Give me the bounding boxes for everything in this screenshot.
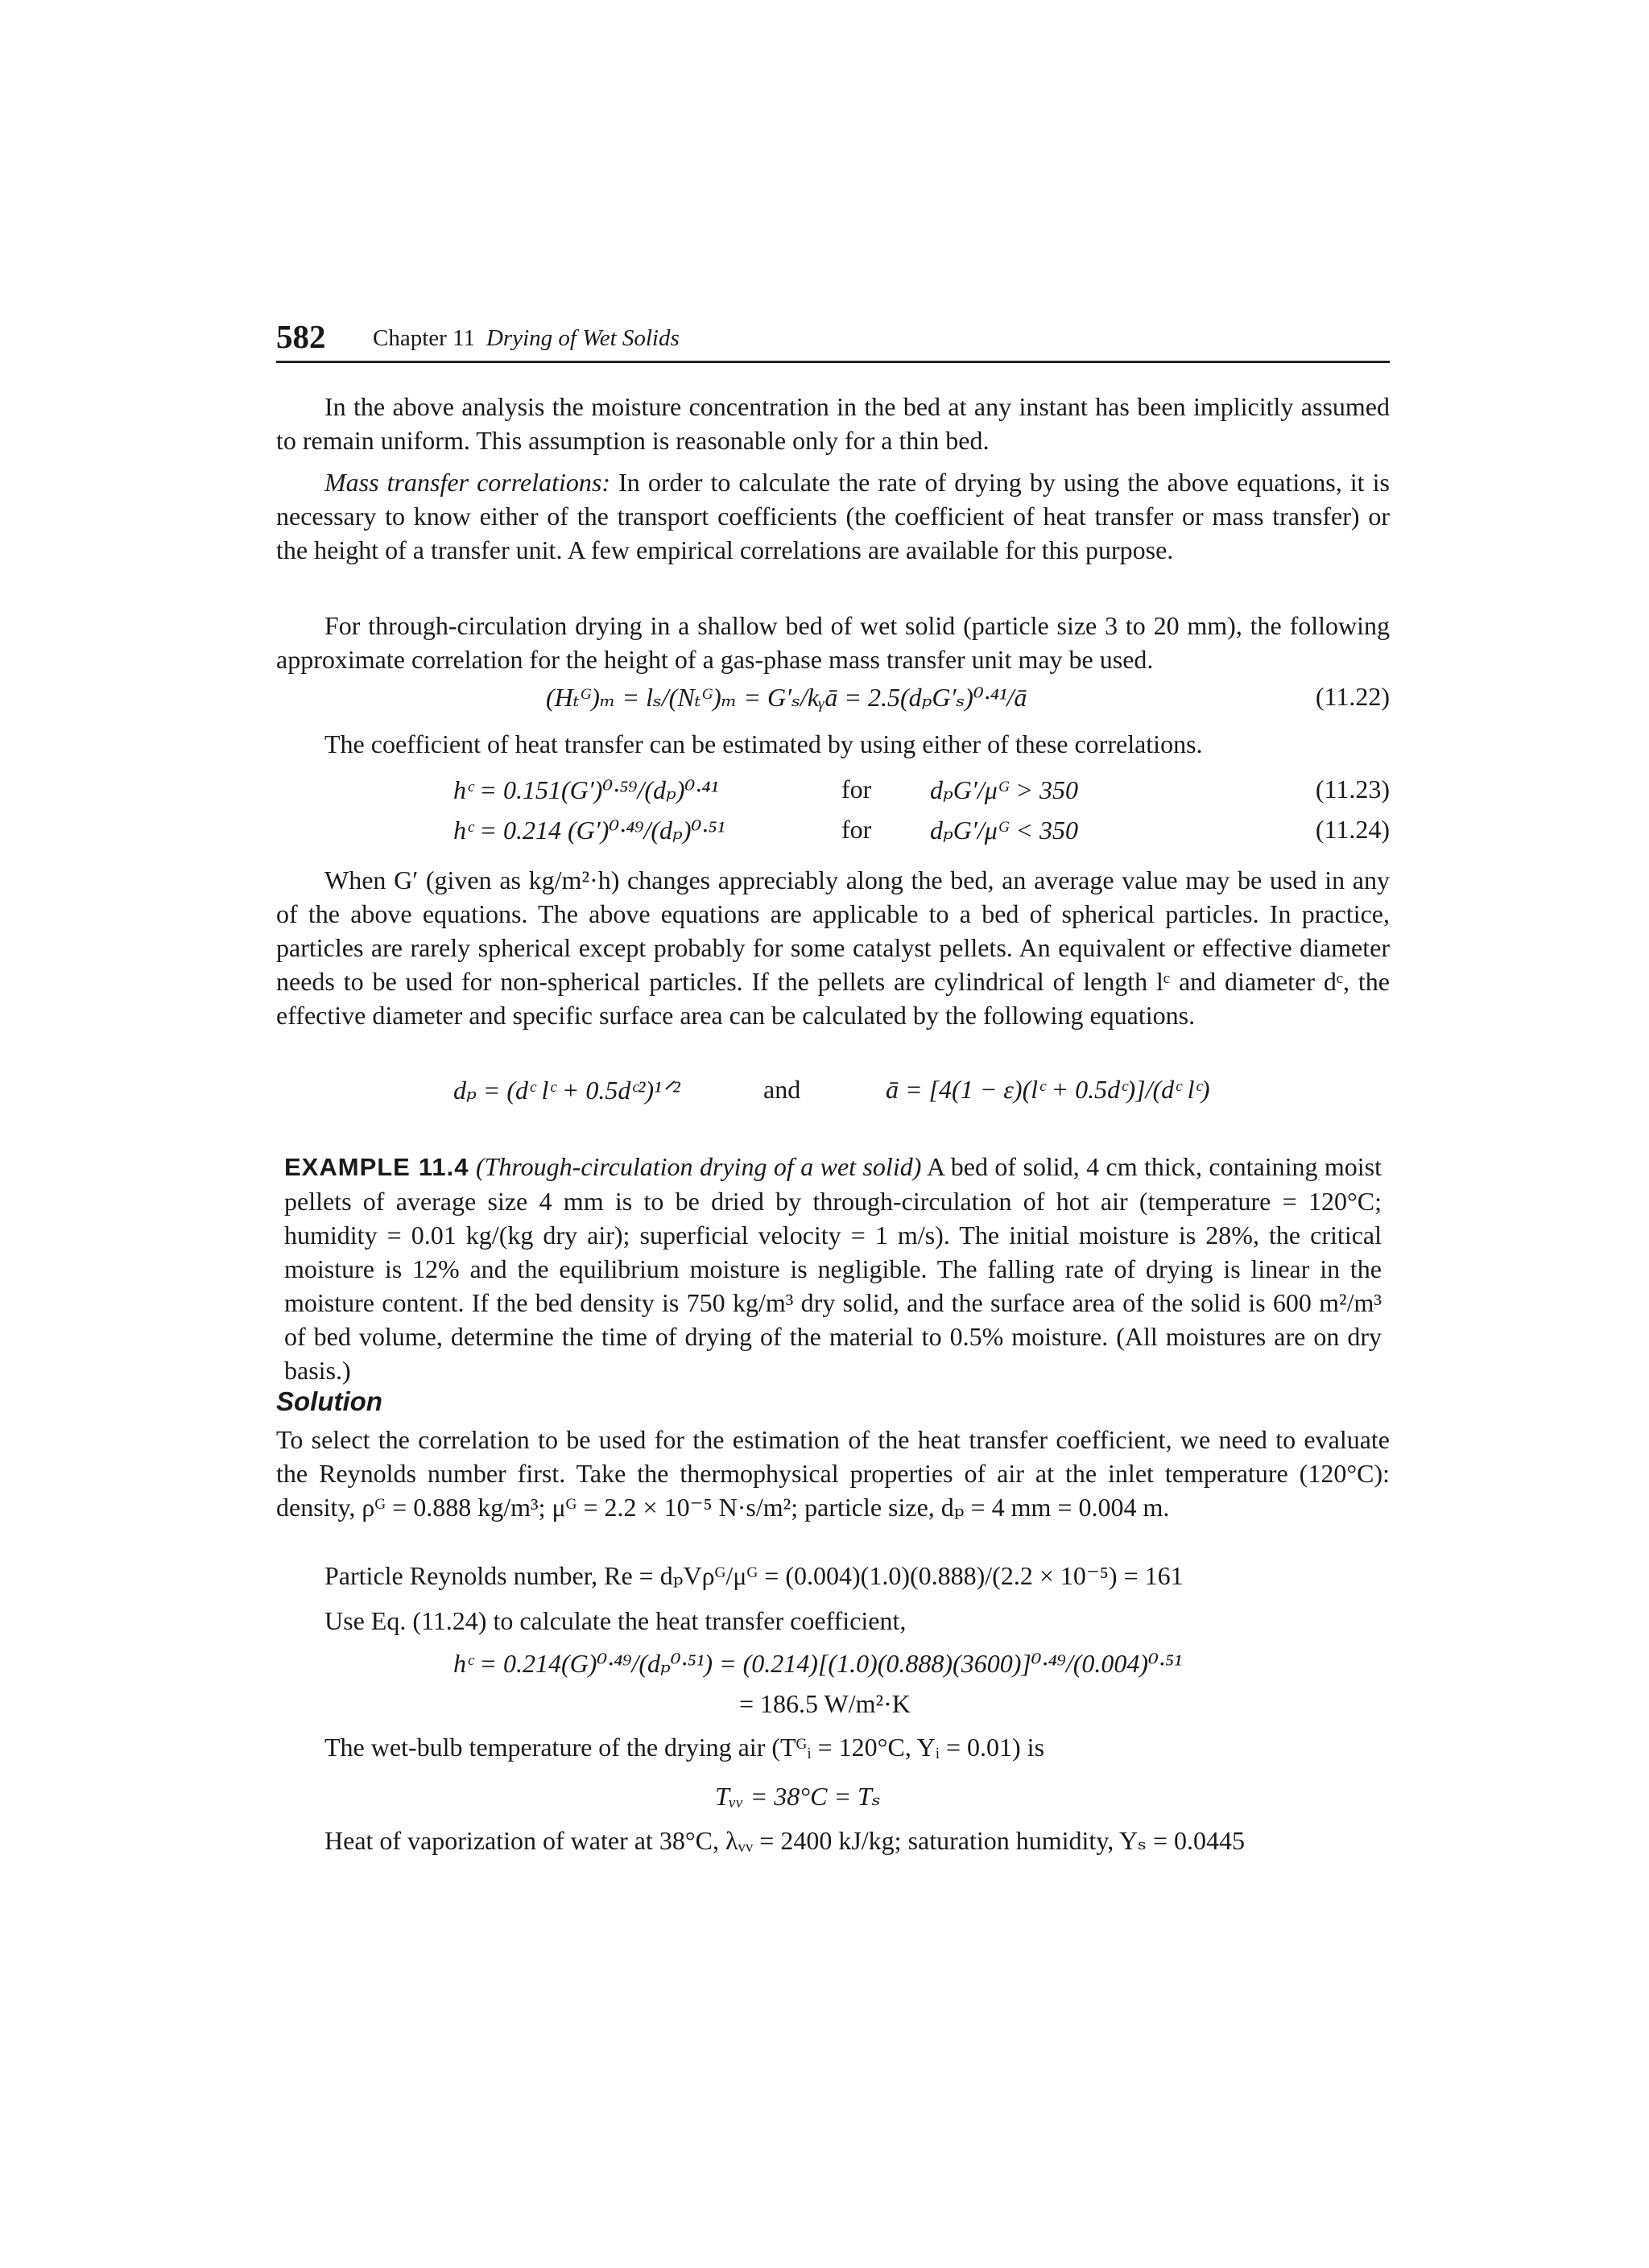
- equation-11-24-for: for: [841, 815, 872, 844]
- solution-paragraph: To select the correlation to be used for the estimation of the heat transfer coefficient, we need to evaluate the Reynolds number first. Take the thermophysical properties of air at the inlet temperature (120°C): density, ρᴳ = 0.888 kg/m³; μᴳ = 2.2 × 10⁻⁵ N·s/m²; particle size, dₚ = 4 mm = 0.004 m.: [276, 1425, 1390, 1522]
- equation-11-23-for: for: [841, 775, 872, 804]
- example-body: A bed of solid, 4 cm thick, containing moist pellets of average size 4 mm is to be dried by through-circulation of hot air (temperature = 120°C; humidity = 0.01 kg/(kg dry air); superficial velocity = 1 m/s). The initial moisture is 28%, the critical moisture is 12% and the equilibrium moisture is negligible. The falling rate of drying is linear in the moisture content. If the bed density is 750 kg/m³ dry solid, and the surface area of the solid is 600 m²/m³ of bed volume, determine the time of drying of the material to 0.5% moisture. (All moistures are on dry basis.): [284, 1152, 1382, 1385]
- page-number: 582: [276, 318, 326, 355]
- example-title: (Through-circulation drying of a wet solid): [475, 1152, 922, 1181]
- equation-11-22: (Hₜᴳ)ₘ = lₛ/(Nₜᴳ)ₘ = G′ₛ/kᵧā = 2.5(dₚG′ₛ)⁰·⁴¹/ā: [546, 683, 1027, 712]
- equation-and: and: [763, 1075, 801, 1104]
- running-head: [373, 325, 680, 352]
- page-header: [276, 316, 1390, 362]
- equation-dp: dₚ = (dᶜ lᶜ + 0.5dᶜ²)¹ᐟ²: [453, 1076, 680, 1105]
- equation-number-11-22: (11.22): [1315, 682, 1390, 711]
- equation-11-23-condition: dₚG′/μᴳ > 350: [930, 775, 1079, 804]
- example-11-4: [284, 1150, 1382, 1387]
- paragraph-mass-transfer: [276, 465, 1390, 567]
- paragraph-intro: In the above analysis the moisture concentration in the bed at any instant has been implicitly assumed to remain uniform. This assumption is reasonable only for a thin bed.: [276, 392, 1390, 455]
- equation-11-24-condition: dₚG′/μᴳ < 350: [930, 816, 1079, 845]
- equation-11-24: hᶜ = 0.214 (G′)⁰·⁴⁹/(dₚ)⁰·⁵¹: [453, 816, 725, 845]
- solution-wet-bulb: The wet-bulb temperature of the drying air (Tᴳᵢ = 120°C, Yᵢ = 0.01) is: [324, 1733, 1045, 1762]
- paragraph-body: In order to calculate the rate of drying by using the above equations, it is necessary to know either of the transport coefficients (the coefficient of heat transfer or mass transfer) or the height of a transfer unit. A few empirical correlations are available for this purpose.: [276, 468, 1391, 564]
- equation-11-23: hᶜ = 0.151(G′)⁰·⁵⁹/(dₚ)⁰·⁴¹: [453, 775, 719, 804]
- solution-hc-line2: = 186.5 W/m²·K: [739, 1689, 911, 1718]
- example-label: EXAMPLE 11.4: [284, 1153, 469, 1181]
- solution-hc-line1: hᶜ = 0.214(G)⁰·⁴⁹/(dₚ⁰·⁵¹) = (0.214)[(1.0)(0.888)(3600)]⁰·⁴⁹/(0.004)⁰·⁵¹: [453, 1649, 1182, 1678]
- paragraph-through-circulation: For through-circulation drying in a shallow bed of wet solid (particle size 3 to 20 mm), the following approximate correlation for the height of a gas-phase mass transfer unit may be used.: [276, 611, 1390, 674]
- equation-number-11-23: (11.23): [1315, 775, 1390, 804]
- chapter-title: Drying of Wet Solids: [486, 325, 680, 351]
- solution-heading: Solution: [276, 1386, 382, 1416]
- paragraph-heat-transfer: The coefficient of heat transfer can be estimated by using either of these correlations.: [324, 729, 1203, 758]
- solution-heat-vaporization: Heat of vaporization of water at 38°C, λᵥᵥ = 2400 kJ/kg; saturation humidity, Yₛ = 0.0445: [324, 1826, 1245, 1855]
- equation-abar: ā = [4(1 − ε)(lᶜ + 0.5dᶜ)]/(dᶜ lᶜ): [886, 1075, 1210, 1104]
- paragraph-effective-diameter: When G′ (given as kg/m²·h) changes appreciably along the bed, an average value may be used in any of the above equations. The above equations are applicable to a bed of spherical particles. In practice, particles are rarely spherical except probably for some catalyst pellets. An equivalent or effective diameter needs to be used for non-spherical particles. If the pellets are cylindrical of length lᶜ and diameter dᶜ, the effective diameter and specific surface area can be calculated by the following equations.: [276, 865, 1390, 1030]
- equation-number-11-24: (11.24): [1315, 815, 1390, 844]
- paragraph-lead: Mass transfer correlations:: [324, 468, 610, 497]
- solution-use-eq: Use Eq. (11.24) to calculate the heat transfer coefficient,: [324, 1606, 907, 1635]
- solution-reynolds: Particle Reynolds number, Re = dₚVρᴳ/μᴳ = (0.004)(1.0)(0.888)/(2.2 × 10⁻⁵) = 161: [324, 1561, 1184, 1590]
- solution-tw: Tᵥᵥ = 38°C = Tₛ: [715, 1782, 881, 1811]
- chapter-label: Chapter 11: [373, 325, 475, 351]
- header-rule: [276, 361, 1390, 363]
